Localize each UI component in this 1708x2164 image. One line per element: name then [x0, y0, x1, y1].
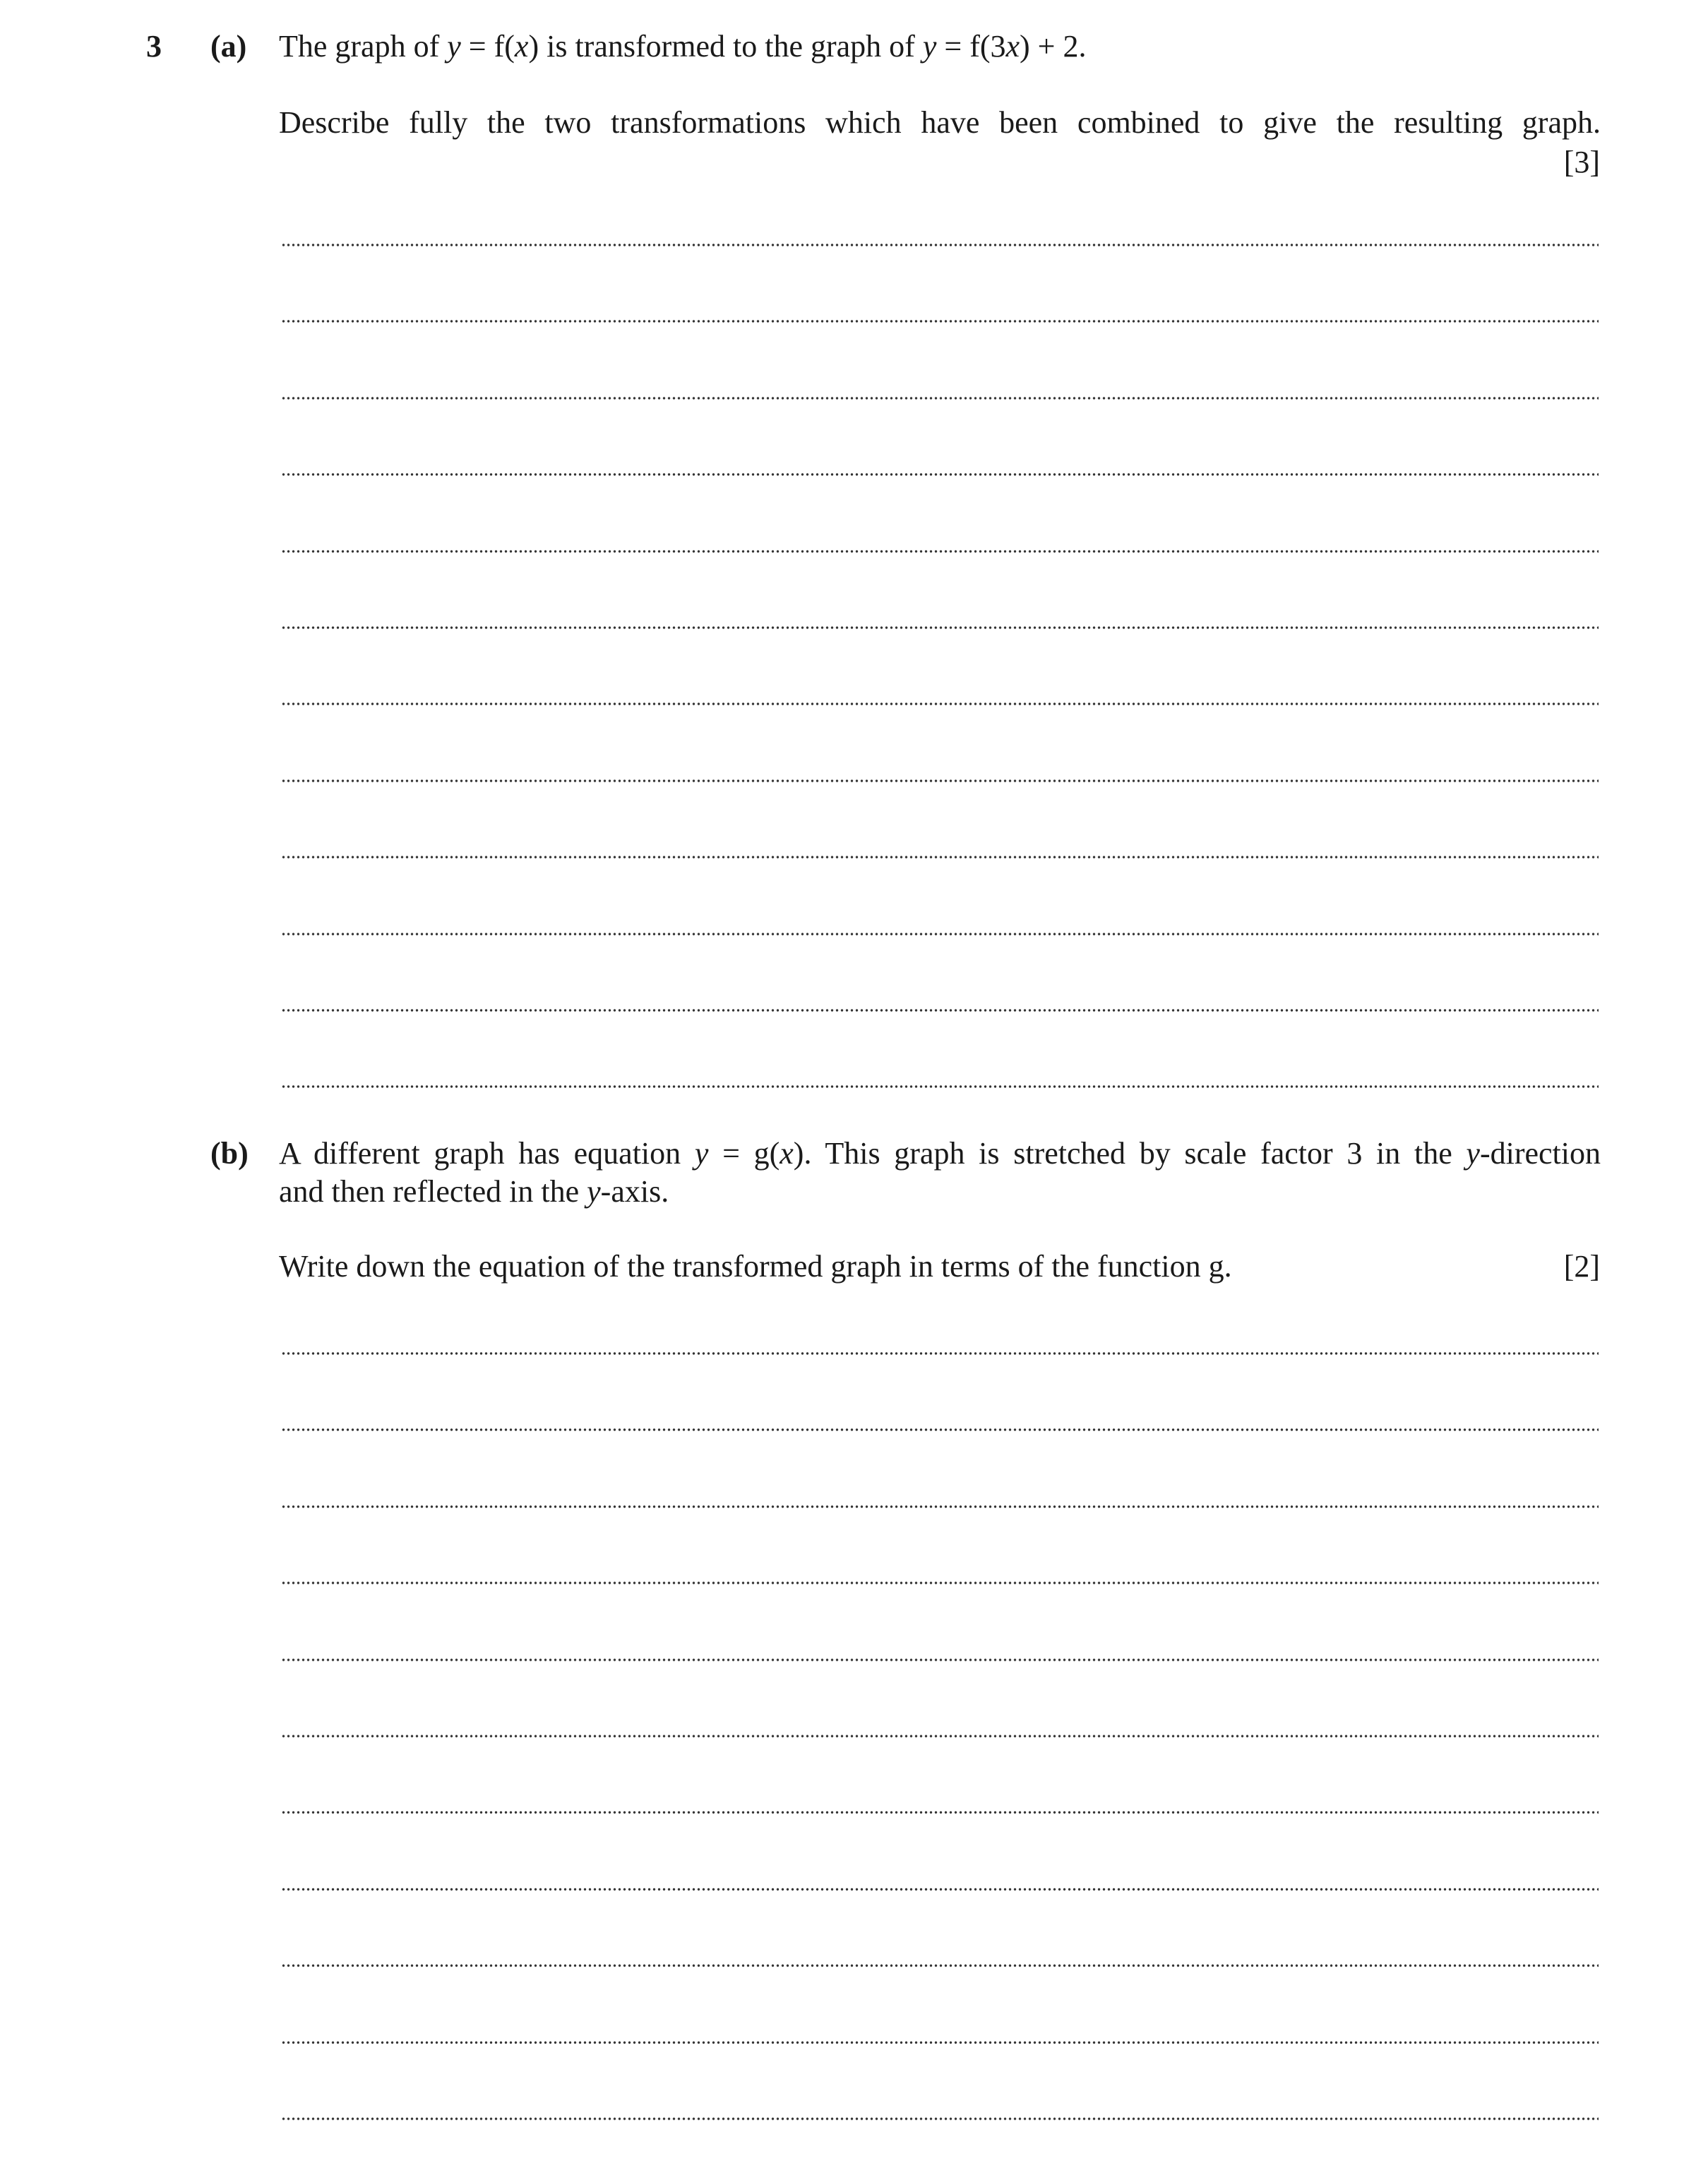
answer-line[interactable]	[281, 320, 1599, 323]
answer-line[interactable]	[281, 933, 1599, 935]
stem-var-y: y	[1466, 1136, 1480, 1171]
stem-var-y: y	[922, 29, 937, 64]
answer-line[interactable]	[281, 779, 1599, 782]
answer-line[interactable]	[281, 1888, 1599, 1891]
part-a-marks: [3]	[1563, 145, 1600, 179]
question-number: 3	[146, 29, 162, 64]
part-a-instruction: Describe fully the two transformations which have been combined to give the resulting graph.	[279, 105, 1601, 140]
stem-text: = f(	[460, 29, 515, 64]
stem-text: = f(3	[936, 29, 1006, 64]
answer-line[interactable]	[281, 244, 1599, 246]
stem-text: A different graph has equation	[279, 1136, 695, 1171]
answer-line[interactable]	[281, 397, 1599, 400]
stem-var-y: y	[447, 29, 461, 64]
part-b-line-1	[279, 1138, 1601, 1169]
answer-line[interactable]	[281, 703, 1599, 705]
stem-var-x: x	[514, 29, 529, 64]
stem-text: and then reflected in the	[279, 1174, 587, 1209]
answer-line[interactable]	[281, 1428, 1599, 1431]
stem-text: ) + 2.	[1020, 29, 1087, 64]
answer-line[interactable]	[281, 1735, 1599, 1738]
answer-line[interactable]	[281, 473, 1599, 476]
part-b-marks: [2]	[1563, 1249, 1600, 1284]
answer-line[interactable]	[281, 2041, 1599, 2044]
stem-text: -direction	[1479, 1136, 1601, 1171]
answer-line[interactable]	[281, 1964, 1599, 1967]
stem-var-y: y	[587, 1174, 601, 1209]
stem-text: The graph of	[279, 29, 448, 64]
answer-line[interactable]	[281, 1582, 1599, 1584]
part-a-stem	[279, 31, 1087, 62]
answer-line[interactable]	[281, 2117, 1599, 2120]
answer-line[interactable]	[281, 626, 1599, 629]
stem-text: = g(	[708, 1136, 780, 1171]
answer-line[interactable]	[281, 1009, 1599, 1012]
stem-var-y: y	[694, 1136, 709, 1171]
answer-line[interactable]	[281, 1658, 1599, 1661]
stem-text: -axis.	[600, 1174, 669, 1209]
answer-line[interactable]	[281, 1085, 1599, 1088]
answer-line[interactable]	[281, 856, 1599, 859]
stem-var-x: x	[1005, 29, 1020, 64]
part-a-label: (a)	[210, 29, 247, 64]
stem-text: ). This graph is stretched by scale factor 3 in the	[793, 1136, 1467, 1171]
stem-var-x: x	[780, 1136, 794, 1171]
answer-line[interactable]	[281, 1505, 1599, 1508]
part-b-instruction: Write down the equation of the transformed graph in terms of the function g.	[279, 1249, 1232, 1284]
part-b-label: (b)	[210, 1136, 249, 1171]
answer-line[interactable]	[281, 1811, 1599, 1814]
answer-line[interactable]	[281, 1352, 1599, 1355]
answer-line[interactable]	[281, 550, 1599, 553]
part-b-line-2	[279, 1176, 669, 1207]
stem-text: ) is transformed to the graph of	[528, 29, 923, 64]
